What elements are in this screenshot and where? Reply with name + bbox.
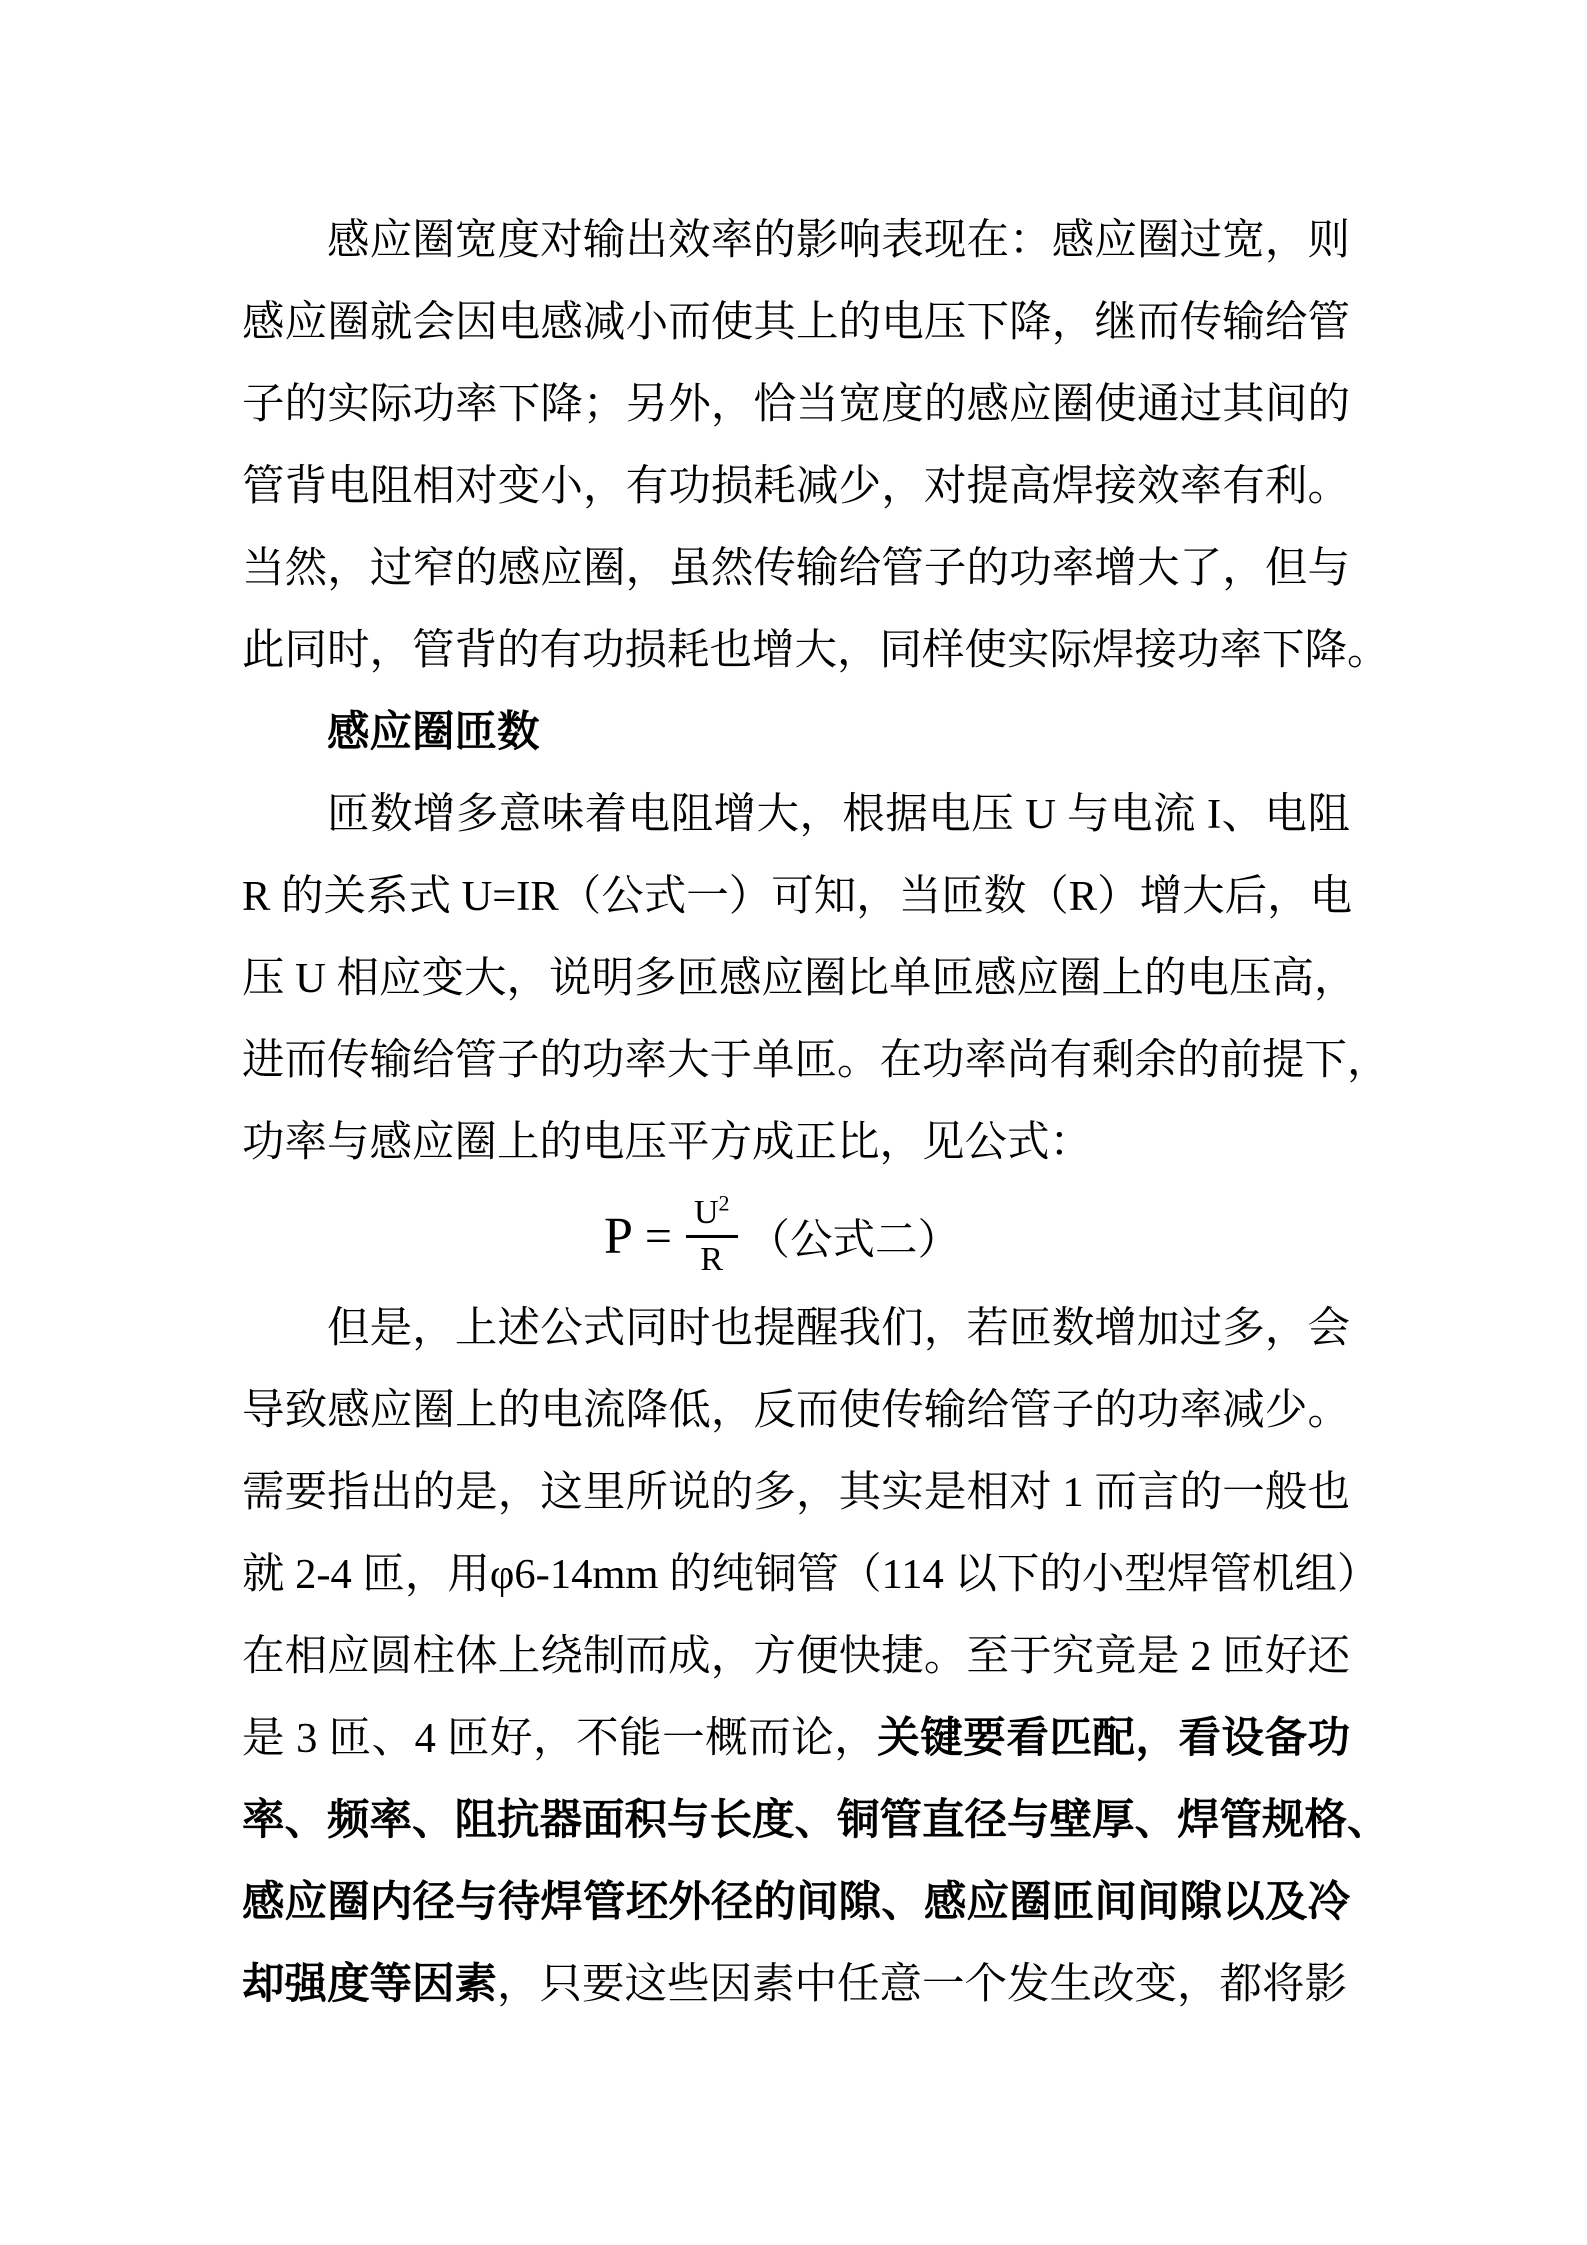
text-line	[242, 528, 1350, 610]
text-segment: 当然，过窄的感应圈，虽然传输给管子的功率增大了，但与	[242, 545, 1350, 592]
text-line	[242, 1534, 1380, 1616]
text-segment: 是 3 匝、4 匝好，不能一概而论，	[242, 1715, 878, 1762]
text-line	[242, 1102, 1350, 1184]
text-segment: 感应圈就会因电感减小而使其上的电压下降，继而传输给管	[242, 299, 1350, 346]
page-content	[242, 200, 1390, 2026]
text-segment: 匝数增多意味着电阻增大，根据电压 U 与电流 I、电阻	[327, 791, 1350, 838]
formula-label: （公式二）	[747, 1216, 961, 1264]
text-segment: 压 U 相应变大，说明多匝感应圈比单匝感应圈上的电压高，	[242, 955, 1357, 1002]
text-line	[242, 1370, 1350, 1452]
text-segment: 此同时，管背的有功损耗也增大，同样使实际焊接功率下降。	[242, 627, 1390, 674]
formula-power-equation	[242, 1184, 1350, 1288]
text-line	[242, 774, 1350, 856]
formula-exponent: 2	[718, 1190, 730, 1216]
formula-fraction	[686, 1190, 738, 1278]
text-line	[242, 1862, 1350, 1944]
formula-equals-sign: =	[644, 1209, 672, 1263]
text-segment: 功率与感应圈上的电压平方成正比，见公式：	[242, 1119, 1093, 1166]
text-segment-bold: 感应圈内径与待焊管坯外径的间隙、感应圈匝间间隙以及冷	[242, 1879, 1350, 1926]
text-line	[242, 200, 1350, 282]
text-segment-bold: 关键要看匹配，看设备功	[877, 1715, 1350, 1762]
text-line	[242, 1698, 1350, 1780]
text-segment: 需要指出的是，这里所说的多，其实是相对 1 而言的一般也	[242, 1469, 1350, 1516]
formula-symbol-p: P	[603, 1207, 635, 1265]
text-line	[242, 1452, 1350, 1534]
text-line	[242, 282, 1350, 364]
formula-denominator: R	[700, 1240, 724, 1278]
formula-numerator	[686, 1190, 738, 1238]
text-line	[242, 856, 1353, 938]
text-segment: R 的关系式 U=IR（公式一）可知，当匝数（R）增大后，电	[242, 873, 1353, 920]
heading-text: 感应圈匝数	[327, 709, 540, 756]
text-segment: ，只要这些因素中任意一个发生改变，都将影	[497, 1961, 1348, 2008]
text-segment-bold: 率、频率、阻抗器面积与长度、铜管直径与壁厚、焊管规格、	[242, 1797, 1390, 1844]
text-segment: 子的实际功率下降；另外，恰当宽度的感应圈使通过其间的	[242, 381, 1350, 428]
text-line	[242, 610, 1390, 692]
text-line	[242, 1020, 1390, 1102]
text-line	[242, 364, 1350, 446]
section-heading	[242, 692, 1350, 774]
text-segment: 管背电阻相对变小，有功损耗减少，对提高焊接效率有利。	[242, 463, 1350, 510]
text-segment: 进而传输给管子的功率大于单匝。在功率尚有剩余的前提下，	[242, 1037, 1390, 1084]
text-line	[242, 1944, 1350, 2026]
text-segment: 感应圈宽度对输出效率的影响表现在：感应圈过宽，则	[327, 217, 1350, 264]
text-line	[242, 938, 1357, 1020]
formula-numerator-base: U	[693, 1193, 719, 1231]
text-segment: 在相应圆柱体上绕制而成，方便快捷。至于究竟是 2 匝好还	[242, 1633, 1350, 1680]
text-segment: 导致感应圈上的电流降低，反而使传输给管子的功率减少。	[242, 1387, 1350, 1434]
text-segment-bold: 却强度等因素	[242, 1961, 498, 2008]
text-segment: 但是，上述公式同时也提醒我们，若匝数增加过多，会	[327, 1305, 1350, 1352]
text-segment: 就 2-4 匝，用φ6-14mm 的纯铜管（114 以下的小型焊管机组）	[242, 1551, 1380, 1598]
text-line	[242, 1288, 1350, 1370]
text-line	[242, 446, 1350, 528]
text-line	[242, 1616, 1350, 1698]
text-line	[242, 1780, 1390, 1862]
